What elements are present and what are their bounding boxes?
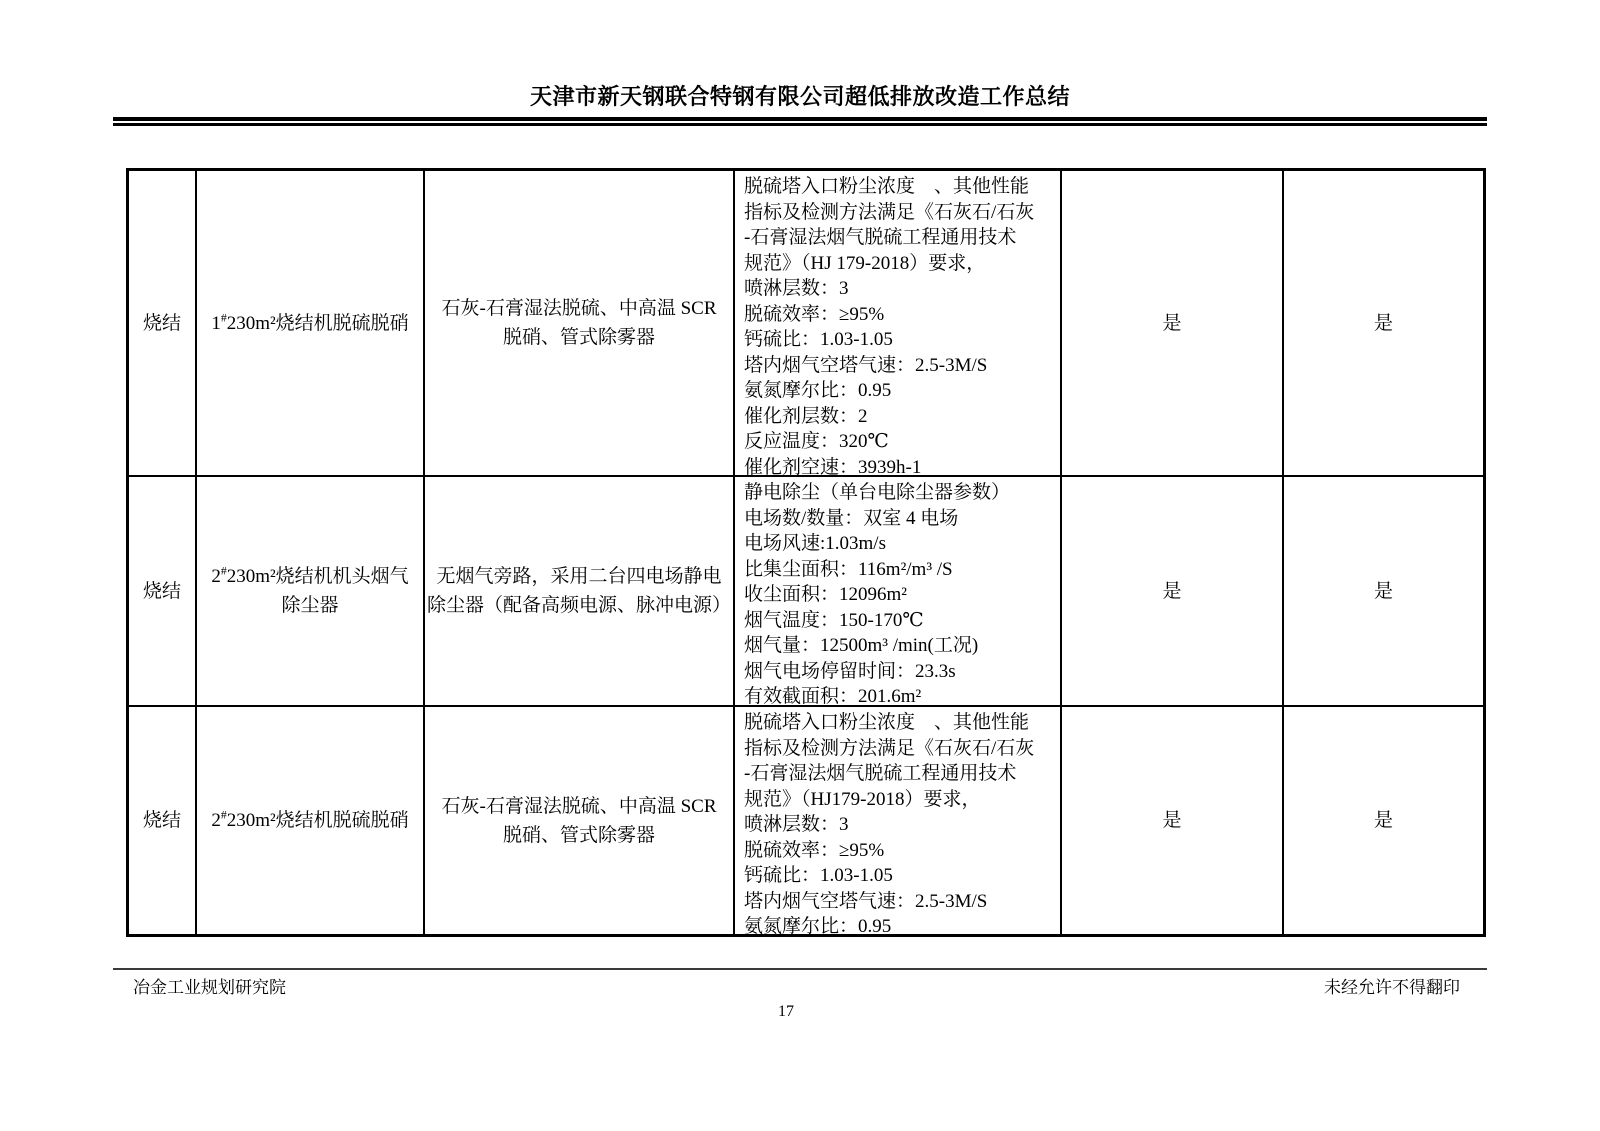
project-line: 2#230m²烧结机脱硫脱硝 — [211, 808, 409, 831]
process-line: 脱硝、管式除雾器 — [502, 824, 655, 846]
cell-category — [129, 707, 197, 934]
continuous-compliance-text: 是 — [1373, 580, 1393, 602]
project-line: 2#230m²烧结机机头烟气 — [211, 564, 409, 587]
data-table — [126, 168, 1486, 937]
parameter-line: 催化剂层数：2 — [744, 405, 868, 427]
parameter-line: 脱硫效率：≥95% — [744, 303, 885, 325]
project-line: 除尘器 — [281, 595, 339, 616]
table-row — [129, 707, 1483, 934]
parameter-line: 脱硫塔入口粉尘浓度 、其他性能 — [744, 176, 1030, 197]
process-line: 无烟气旁路，采用二台四电场静电 — [436, 566, 722, 587]
process-line: 除尘器（配备高频电源、脉冲电源） — [427, 595, 732, 616]
parameter-line: 有效截面积：201.6m² — [744, 686, 922, 707]
cell-project — [197, 707, 425, 934]
category-text: 烧结 — [142, 580, 181, 602]
cell-meets-standard — [1062, 477, 1284, 707]
cell-continuous-compliance — [1284, 171, 1483, 477]
parameter-line: 电场风速:1.03m/s — [744, 533, 886, 554]
parameter-line: 规范》（HJ179-2018）要求， — [744, 788, 981, 810]
parameter-line: 指标及检测方法满足《石灰石/石灰 — [744, 737, 1035, 759]
cell-continuous-compliance — [1284, 477, 1483, 707]
meets-standard-text: 是 — [1162, 810, 1182, 831]
parameter-line: -石膏湿法烟气脱硫工程通用技术 — [744, 763, 1017, 784]
continuous-compliance-text: 是 — [1373, 312, 1393, 334]
cell-parameters — [735, 707, 1062, 934]
parameter-line: 静电除尘（单台电除尘器参数） — [744, 482, 1011, 503]
parameter-line: 氨氮摩尔比：0.95 — [744, 380, 892, 401]
table-row — [129, 477, 1483, 707]
category-text: 烧结 — [142, 312, 181, 334]
parameter-line: 反应温度：320℃ — [744, 431, 889, 452]
continuous-compliance-text: 是 — [1373, 810, 1393, 831]
footer-rule — [113, 968, 1487, 970]
cell-meets-standard — [1062, 171, 1284, 477]
cell-parameters — [735, 171, 1062, 477]
title-rule — [113, 117, 1487, 126]
parameter-line: 脱硫塔入口粉尘浓度 、其他性能 — [744, 712, 1030, 733]
project-line: 1#230m²烧结机脱硫脱硝 — [211, 311, 409, 334]
parameter-line: -石膏湿法烟气脱硫工程通用技术 — [744, 227, 1017, 248]
title-rule-thin-line — [113, 123, 1487, 126]
cell-category — [129, 477, 197, 707]
cell-category — [129, 171, 197, 477]
parameter-line: 钙硫比：1.03-1.05 — [744, 329, 893, 350]
cell-continuous-compliance — [1284, 707, 1483, 934]
parameter-line: 塔内烟气空塔气速：2.5-3M/S — [744, 890, 988, 912]
cell-project — [197, 171, 425, 477]
parameter-line: 催化剂空速：3939h-1 — [744, 456, 922, 477]
cell-process — [425, 707, 735, 934]
process-line: 脱硝、管式除雾器 — [502, 327, 655, 348]
table-row — [129, 171, 1483, 477]
cell-process — [425, 171, 735, 477]
parameter-line: 氨氮摩尔比：0.95 — [744, 916, 892, 934]
parameter-line: 喷淋层数：3 — [744, 278, 849, 299]
title-rule-thick-line — [113, 117, 1487, 121]
parameter-line: 钙硫比：1.03-1.05 — [744, 865, 893, 886]
page-title: 天津市新天钢联合特钢有限公司超低排放改造工作总结 — [529, 84, 1070, 109]
parameter-line: 烟气量：12500m³ /min(工况) — [744, 635, 979, 656]
parameter-line: 比集尘面积：116m²/m³ /S — [744, 558, 953, 580]
parameter-line: 脱硫效率：≥95% — [744, 839, 885, 861]
process-line: 石灰-石膏湿法脱硫、中高温 SCR — [441, 298, 717, 319]
footer-right: 未经允许不得翻印 — [1324, 978, 1460, 997]
cell-parameters — [735, 477, 1062, 707]
cell-process — [425, 477, 735, 707]
parameter-line: 规范》（HJ 179-2018）要求， — [744, 252, 986, 274]
parameter-line: 电场数/数量：双室 4 电场 — [744, 507, 959, 529]
page-number: 17 — [778, 1003, 794, 1020]
meets-standard-text: 是 — [1162, 312, 1182, 334]
parameter-line: 喷淋层数：3 — [744, 814, 849, 835]
parameter-line: 塔内烟气空塔气速：2.5-3M/S — [744, 354, 988, 376]
parameter-line: 指标及检测方法满足《石灰石/石灰 — [744, 201, 1035, 223]
parameter-line: 收尘面积：12096m² — [744, 584, 907, 605]
parameter-line: 烟气电场停留时间：23.3s — [744, 660, 956, 682]
cell-meets-standard — [1062, 707, 1284, 934]
parameter-line: 烟气温度：150-170℃ — [744, 609, 924, 631]
meets-standard-text: 是 — [1162, 580, 1182, 602]
footer-left: 冶金工业规划研究院 — [133, 978, 286, 997]
category-text: 烧结 — [142, 810, 181, 831]
cell-project — [197, 477, 425, 707]
process-line: 石灰-石膏湿法脱硫、中高温 SCR — [441, 795, 717, 817]
